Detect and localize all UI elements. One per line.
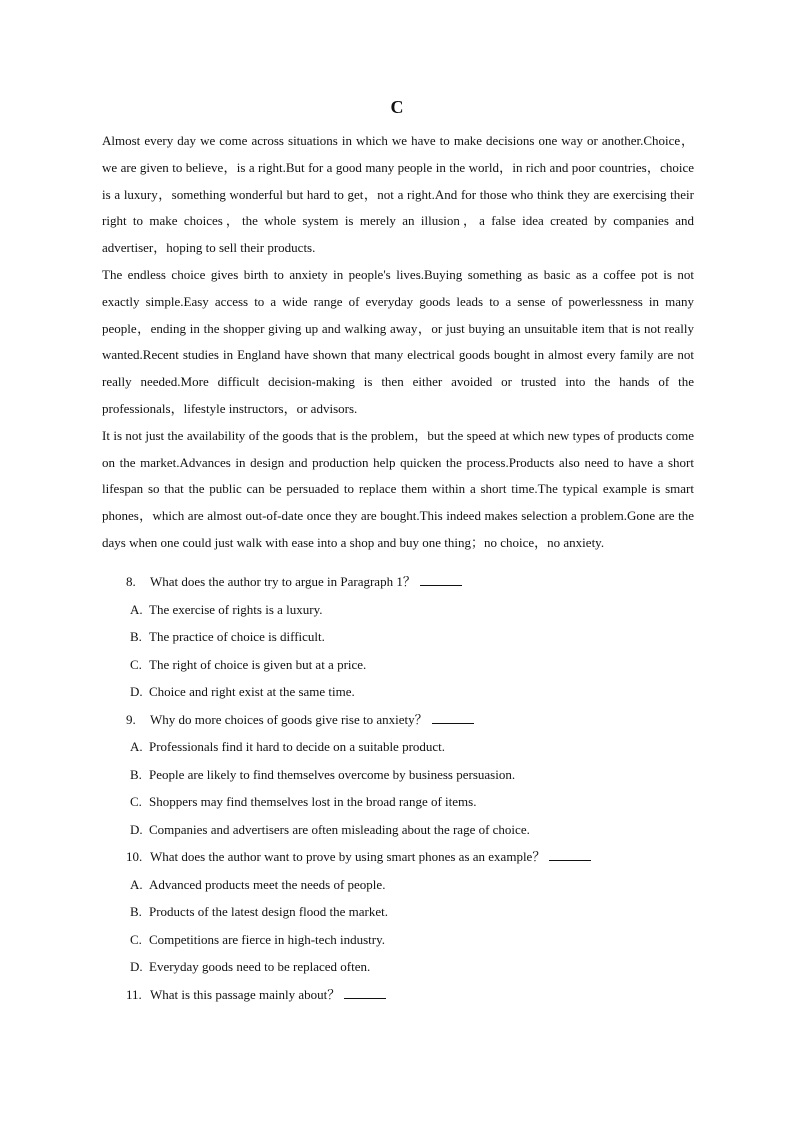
option-8c[interactable] — [102, 651, 694, 679]
paragraph-2: The endless choice gives birth to anxiety in people's lives.Buying something as basic as a coffee pot is not exactly simple.Easy access to a wide range of everyday goods leads to a sense of powerlessness in many people，ending in the shopper giving up and walking away，or just buying an unsuitable item that is not really wanted.Recent studies in England have shown that many electrical goods bought in almost every family are not really needed.More difficult decision-making is then either avoided or trusted into the hands of the professionals，lifestyle instructors，or advisors. — [102, 266, 694, 416]
option-text: The practice of choice is difficult. — [149, 629, 325, 644]
option-text: The exercise of rights is a luxury. — [149, 601, 323, 617]
option-text: Products of the latest design flood the market. — [149, 904, 389, 919]
question-text: What is this passage mainly about？ — [150, 986, 341, 1002]
question-number: 11. — [126, 986, 142, 1002]
option-letter: A. — [130, 739, 143, 754]
option-10c[interactable] — [102, 926, 694, 954]
option-10b[interactable] — [102, 898, 694, 926]
answer-blank[interactable] — [549, 847, 591, 861]
option-9c[interactable] — [102, 788, 694, 816]
question-8 — [102, 568, 694, 596]
answer-blank[interactable] — [420, 572, 462, 586]
question-text: What does the author try to argue in Paragraph 1？ — [150, 574, 416, 589]
option-text: People are likely to find themselves overcome by business persuasion. — [149, 766, 516, 782]
option-10a[interactable] — [102, 871, 694, 899]
option-letter: B. — [130, 629, 142, 644]
option-8d[interactable] — [102, 678, 694, 706]
option-letter: B. — [130, 904, 142, 919]
option-letter: A. — [130, 601, 143, 617]
option-9b[interactable] — [102, 761, 694, 789]
option-letter: C. — [130, 656, 142, 672]
option-text: Shoppers may find themselves lost in the broad range of items. — [149, 794, 477, 809]
option-text: Competitions are fierce in high-tech industry. — [149, 931, 385, 947]
answer-blank[interactable] — [344, 985, 386, 999]
questions-section — [102, 568, 694, 1008]
question-number: 8. — [126, 574, 136, 589]
option-letter: D. — [130, 821, 143, 837]
option-letter: C. — [130, 931, 142, 947]
option-text: Everyday goods need to be replaced often. — [149, 959, 371, 974]
passage-body — [102, 128, 694, 557]
question-10 — [102, 843, 694, 871]
question-text: What does the author want to prove by using smart phones as an example？ — [150, 849, 546, 864]
paragraph-1: Almost every day we come across situations in which we have to make decisions one way or another.Choice，we are given to believe，is a right.But for a good many people in the world，in rich and poor countries，choice is a luxury，something wonderful but hard to get，not a right.And for those who think they are exercising their right to make choices，the whole system is merely an illusion，a false idea created by companies and advertiser，hoping to sell their products. — [102, 133, 694, 256]
option-letter: B. — [130, 766, 142, 782]
option-8a[interactable] — [102, 596, 694, 624]
answer-blank[interactable] — [432, 710, 474, 724]
paragraph-3: It is not just the availability of the goods that is the problem，but the speed at which new types of products come on the market.Advances in design and production help quicken the process.Products also need to have a short lifespan so that the public can be persuaded to replace them within a short time.The typical example is smart phones，which are almost out-of-date once they are bought.This indeed makes selection a problem.Gone are the days when one could just walk with ease into a shop and buy one thing；no choice，no anxiety. — [102, 427, 694, 550]
option-letter: C. — [130, 794, 142, 809]
question-text: Why do more choices of goods give rise to anxiety？ — [150, 711, 428, 727]
option-text: Choice and right exist at the same time. — [149, 684, 355, 699]
option-letter: A. — [130, 876, 143, 892]
option-text: The right of choice is given but at a price. — [149, 656, 367, 672]
question-number: 9. — [126, 711, 136, 727]
passage-title: C — [390, 97, 404, 117]
option-9a[interactable] — [102, 733, 694, 761]
option-letter: D. — [130, 684, 143, 699]
option-text: Companies and advertisers are often misleading about the rage of choice. — [149, 821, 530, 837]
question-number: 10. — [126, 849, 143, 864]
option-text: Advanced products meet the needs of people. — [149, 876, 386, 892]
option-text: Professionals find it hard to decide on a suitable product. — [149, 739, 446, 754]
option-letter: D. — [130, 959, 143, 974]
option-10d[interactable] — [102, 953, 694, 981]
question-9 — [102, 706, 694, 734]
question-11 — [102, 981, 694, 1009]
option-9d[interactable] — [102, 816, 694, 844]
option-8b[interactable] — [102, 623, 694, 651]
